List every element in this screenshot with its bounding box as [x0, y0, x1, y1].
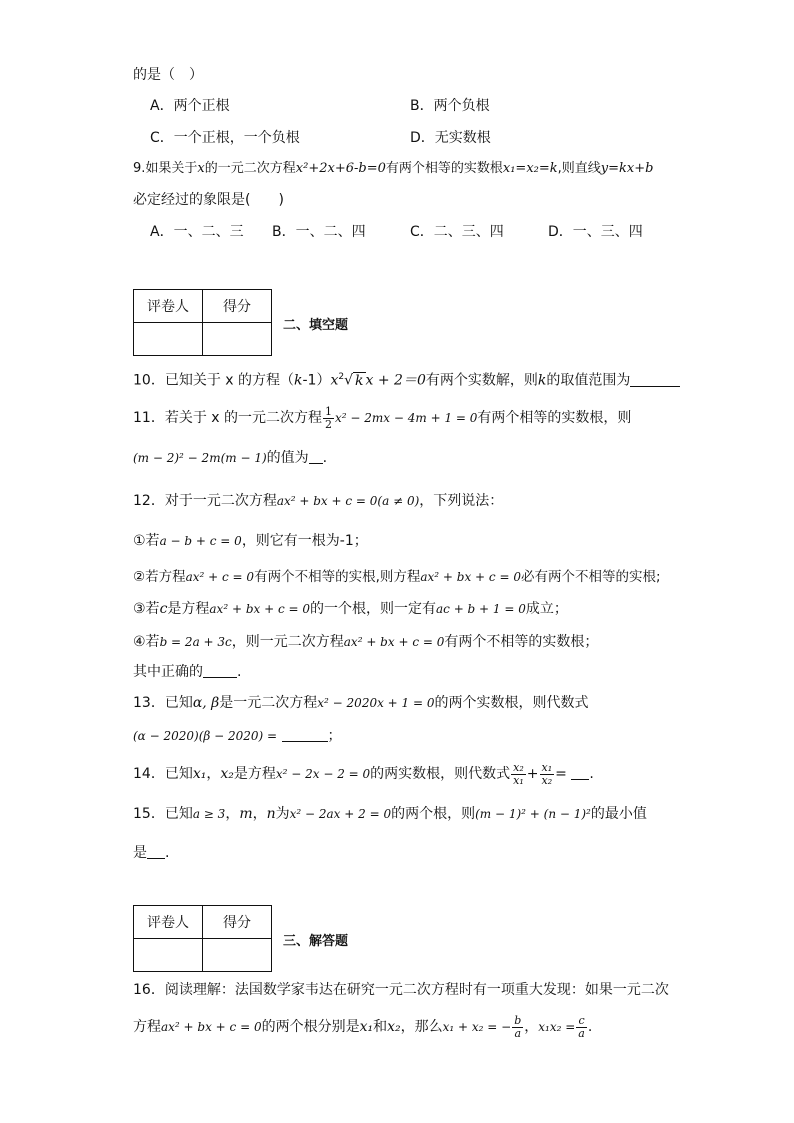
q14-equals: = [555, 766, 567, 782]
q16-end: . [587, 1019, 593, 1035]
q16-frac2-num: c [578, 1013, 585, 1027]
score-table-reviewer-cell [134, 323, 203, 356]
q11-expression: (m − 2)² − 2m(m − 1) [133, 451, 267, 465]
q14-fraction-2 [540, 762, 555, 787]
q13-vars: α, β [192, 695, 220, 711]
q16-frac2-den: a [578, 1026, 585, 1040]
q12-item2-pre: ②若方程 [133, 569, 186, 585]
score-table-section-2 [133, 289, 272, 356]
q12-item4-pre: ④若 [133, 634, 160, 650]
q8-option-a: A．两个正根 [150, 98, 230, 114]
q12-item-4 [133, 631, 598, 653]
q16-line2 [133, 1012, 592, 1042]
q16-frac1-num: b [514, 1013, 522, 1027]
q12-item-3 [133, 598, 568, 620]
q15-line2-text: 是 [133, 845, 147, 861]
q14-frac1-den: x₁ [513, 773, 524, 787]
q16-fraction-2 [576, 1015, 587, 1040]
q12-text-1: 对于一元二次方程 [164, 493, 277, 509]
q15-condition: a ≥ 3 [192, 807, 226, 821]
score-table-score-header: 得分 [203, 906, 272, 939]
q10-number: 10． [133, 372, 165, 389]
q16-text-2: 的两个根分别是 [261, 1019, 360, 1035]
q12-item4-mid: ，则一元二次方程 [231, 634, 344, 650]
q12-item3-math1: ax² + bx + c = 0 [209, 602, 310, 616]
q12-item1-math: a − b + c = 0 [159, 534, 242, 548]
q12-condition: (a ≠ 0) [377, 494, 420, 508]
q14-x1: x₁ [192, 766, 207, 782]
q15-text-3: 的两个根，则 [391, 806, 476, 822]
q12-item1-pre: ①若 [133, 533, 160, 549]
q11-line2-text: 的值为 [266, 450, 309, 466]
q13-answer-blank[interactable] [282, 727, 328, 742]
q12-conclusion [133, 661, 241, 683]
q16-sep: ， [524, 1019, 539, 1035]
q10-answer-blank[interactable] [630, 372, 680, 387]
q12-text-2: ，下列说法： [419, 493, 504, 509]
q11-answer-blank[interactable] [309, 449, 323, 464]
q9-text-4: ,则直线 [557, 161, 601, 176]
q15-sep1: ， [225, 806, 240, 822]
q12-item3-c: c [159, 601, 168, 617]
q15-text-2: 为 [275, 806, 290, 822]
q14-frac1-num: x₂ [513, 760, 524, 774]
q10-x: x [330, 372, 339, 389]
q10-text-1: 已知关于 x 的方程（ [164, 372, 295, 389]
score-table-score-cell [203, 939, 272, 972]
score-table-section-3 [133, 905, 272, 972]
q14-text-2: 是方程 [233, 766, 276, 782]
question-14 [133, 759, 594, 789]
question-10: 10．已知关于 x 的方程$(k-1)x^2√$ k x + 2＝0有两个实数解，则k的取值范围为 [133, 366, 680, 392]
q16-equation: ax² + bx + c = 0 [161, 1020, 262, 1034]
score-table-score-header: 得分 [203, 290, 272, 323]
q15-answer-blank[interactable] [147, 844, 165, 859]
q16-text-1: 方程 [133, 1019, 161, 1035]
q15-m: m [239, 806, 253, 822]
q12-item4-math1: b = 2a + 3c [159, 635, 232, 649]
q11-half-fraction: $\frac{1}{2}$ [325, 404, 333, 431]
q9-text-1: 如果关于 [145, 161, 198, 176]
q14-plus: + [526, 766, 539, 782]
q16-prod-lhs: x₁x₂ = [538, 1020, 576, 1034]
q12-equation: ax² + bx + c = 0 [276, 494, 378, 508]
q12-item3-mid2: 的一个根，则一定有 [310, 601, 436, 617]
q8-option-c: C．一个正根，一个负根 [150, 130, 300, 146]
question-15 [133, 803, 647, 825]
q16-x1: x₁ [359, 1019, 374, 1035]
q16-sum-lhs: x₁ + x₂ = − [442, 1020, 512, 1034]
q12-item-2 [133, 566, 661, 588]
q15-line2 [133, 842, 169, 864]
q14-answer-blank[interactable] [571, 765, 589, 780]
q11-text-2: 有两个相等的实数根，则 [477, 410, 632, 426]
q11-end: . [322, 450, 328, 466]
q15-text-1: 已知 [164, 806, 193, 822]
q15-sep2: ， [252, 806, 267, 822]
q10-tail-math: x + 2＝0 [365, 372, 426, 389]
q16-number: 16． [133, 982, 165, 998]
q15-text-4: 的最小值 [590, 806, 647, 822]
q16-frac1-den: a [514, 1026, 521, 1040]
q12-end: . [237, 664, 242, 680]
q9-option-b: B．一、二、四 [272, 224, 366, 240]
q10-radicand: k [355, 372, 364, 389]
q12-number: 12． [133, 493, 165, 509]
q15-expression: (m − 1)² + (n − 1)² [475, 807, 591, 821]
q16-fraction-1 [512, 1015, 523, 1040]
q13-text-1: 已知 [164, 695, 193, 711]
q13-line2 [133, 725, 342, 747]
score-table-score-cell [203, 323, 272, 356]
q15-equation: x² − 2ax + 2 = 0 [289, 807, 392, 821]
q12-item2-mid: 有两个不相等的实根,则方程 [254, 569, 421, 585]
q13-expression: (α − 2020)(β − 2020) = [133, 729, 278, 743]
q11-text-1: 若关于 x 的一元二次方程 [164, 410, 323, 426]
q10-sqrt: √ k [344, 372, 364, 389]
section-2-title: 二、填空题 [283, 318, 349, 333]
q14-frac2-den: x₂ [541, 773, 553, 787]
score-table-reviewer-header: 评卷人 [134, 906, 203, 939]
q10-text-2: -1） [302, 372, 331, 389]
question-12 [133, 490, 503, 512]
q9-line2: 必定经过的象限是( ) [133, 192, 284, 208]
question-16 [133, 979, 669, 1001]
q9-var-x: x [197, 161, 205, 176]
q12-item2-math1: ax² + c = 0 [185, 570, 255, 584]
q11-equation-tail: x² − 2mx − 4m + 1 = 0 [335, 411, 478, 425]
q13-text-2: 是一元二次方程 [219, 695, 318, 711]
q9-line-equation: y=kx+b [600, 161, 654, 176]
q9-text-2: 的一元二次方程 [204, 161, 296, 176]
q14-text-1: 已知 [164, 766, 193, 782]
q12-item4-post: 有两个不相等的实数根； [444, 634, 599, 650]
question-13 [133, 692, 589, 714]
q12-conclusion-text: 其中正确的 [133, 664, 203, 680]
q13-text-3: 的两个实数根，则代数式 [434, 695, 589, 711]
q8-option-d: D．无实数根 [410, 130, 491, 146]
q8-tail: 的是（ ） [133, 67, 203, 83]
q13-number: 13． [133, 695, 165, 711]
q10-coef: k [294, 372, 303, 389]
q12-item3-pre: ③若 [133, 601, 160, 617]
score-table-reviewer-header: 评卷人 [134, 290, 203, 323]
q12-item2-math2: ax² + bx + c = 0 [420, 570, 521, 584]
q12-answer-blank[interactable] [203, 663, 237, 678]
q15-end: . [165, 845, 170, 861]
q12-item-1 [133, 530, 368, 552]
q15-number: 15． [133, 806, 165, 822]
q12-item1-post: ，则它有一根为-1； [241, 533, 368, 549]
q11-line2 [133, 447, 327, 469]
q10-text-3: 有两个实数解，则 [425, 372, 538, 389]
q9-number: 9. [133, 161, 146, 176]
q16-x2: x₂ [387, 1019, 401, 1035]
q8-option-b: B．两个负根 [410, 98, 490, 114]
q12-item3-mid1: 是方程 [167, 601, 210, 617]
score-table-reviewer-cell [134, 939, 203, 972]
q9-option-c: C．二、三、四 [410, 224, 504, 240]
q12-item2-post: 必有两个不相等的实根; [520, 569, 661, 585]
q14-number: 14． [133, 766, 165, 782]
q14-frac2-num: x₁ [541, 760, 553, 774]
q14-fraction-1 [511, 762, 526, 787]
q14-text-3: 的两实数根，则代数式 [370, 766, 511, 782]
q10-k: k [537, 372, 547, 389]
q13-end: ； [327, 728, 342, 744]
q16-text-3: ，那么 [400, 1019, 443, 1035]
q9-option-a: A．一、二、三 [150, 224, 244, 240]
question-9 [133, 158, 653, 180]
q14-end: . [589, 766, 594, 782]
q10-text-4: 的取值范围为 [546, 372, 631, 389]
q15-n: n [266, 806, 276, 822]
question-11 [133, 403, 631, 433]
q12-item3-math2: ac + b + 1 = 0 [436, 602, 526, 616]
q12-item3-post: 成立； [525, 601, 568, 617]
q14-x2: x₂ [220, 766, 234, 782]
q12-item4-math2: ax² + bx + c = 0 [343, 635, 445, 649]
q16-and: 和 [373, 1019, 388, 1035]
q14-sep: ， [206, 766, 221, 782]
q11-number: 11． [133, 410, 165, 426]
q16-line1: 阅读理解：法国数学家韦达在研究一元二次方程时有一项重大发现：如果一元二次 [164, 982, 669, 998]
q9-equation: x²+2x+6-b=0 [295, 161, 386, 176]
q9-option-d: D．一、三、四 [548, 224, 643, 240]
q9-roots: x₁=x₂=k [502, 161, 558, 176]
section-3-title: 三、解答题 [283, 934, 349, 949]
q9-text-3: 有两个相等的实数根 [385, 161, 503, 176]
q14-equation: x² − 2x − 2 = 0 [275, 767, 371, 781]
q13-equation: x² − 2020x + 1 = 0 [317, 696, 435, 710]
